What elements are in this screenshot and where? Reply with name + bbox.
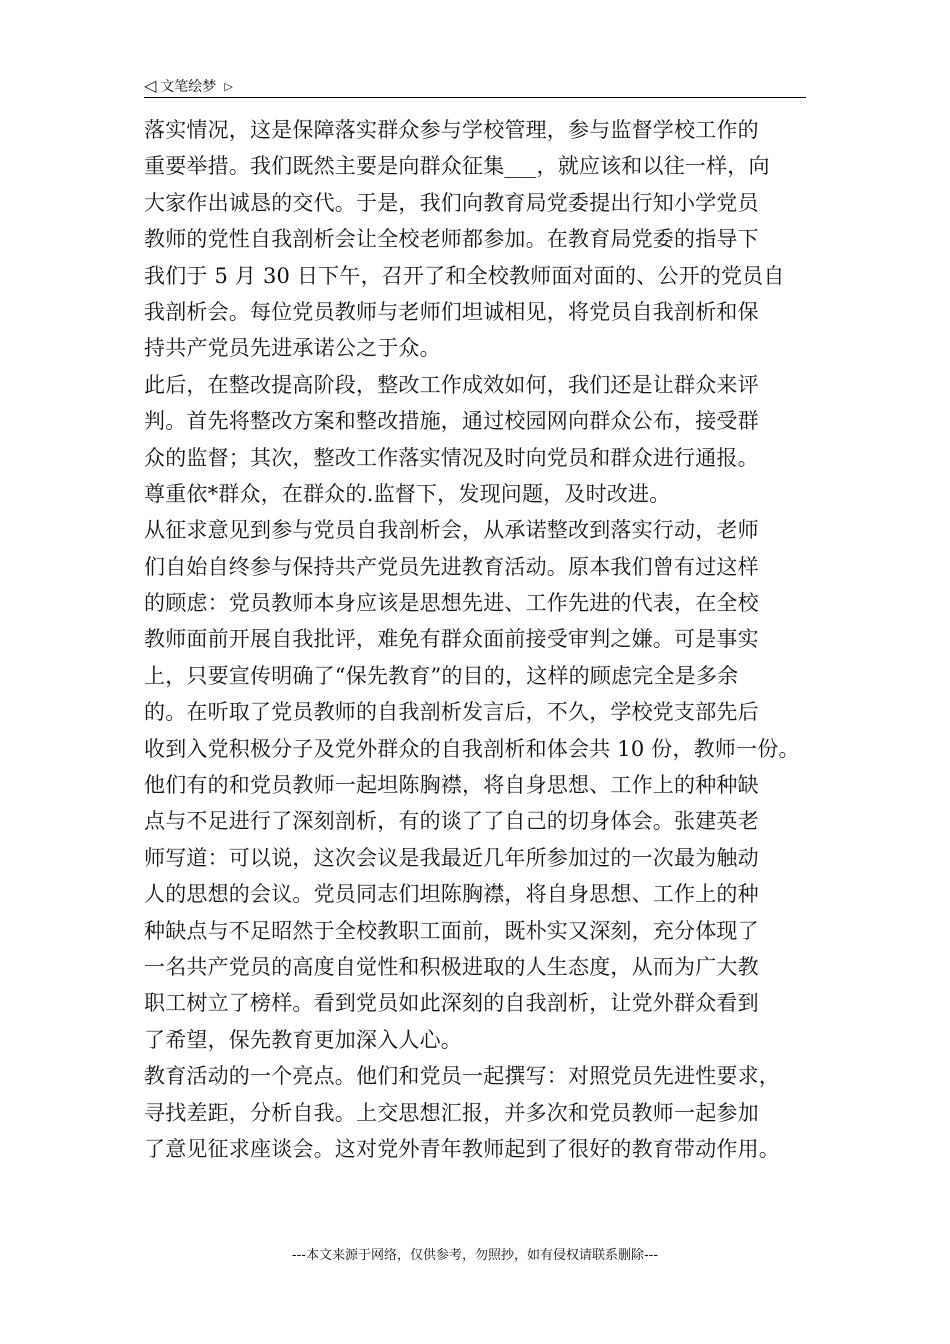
header-title: 文笔绘梦 (160, 79, 217, 95)
text-line: 师写道：可以说，这次会议是我最近几年所参加过的一次最为触动 (144, 845, 759, 870)
right-triangle-icon: ▷ (224, 79, 233, 93)
text-line: 收到入党积极分子及党外群众的自我剖析和体会共 10 份，教师一份。 (144, 736, 800, 761)
text-line: 教师面前开展自我批评，难免有群众面前接受审判之嫌。可是事实 (144, 627, 759, 652)
text-line: 点与不足进行了深刻剖析，有的谈了了自己的切身体会。张建英老 (144, 809, 759, 834)
text-line: 我剖析会。每位党员教师与老师们坦诚相见，将党员自我剖析和保 (144, 299, 759, 324)
text-line: 上，只要宣传明确了“保先教育”的目的，这样的顾虑完全是多余 (144, 663, 739, 688)
text-line: 尊重依*群众，在群众的.监督下，发现问题，及时改进。 (144, 481, 671, 506)
text-line: 判。首先将整改方案和整改措施，通过校园网向群众公布，接受群 (144, 409, 759, 434)
text-line: 众的监督；其次，整改工作落实情况及时向党员和群众进行通报。 (144, 445, 759, 470)
text-line: 们自始自终参与保持共产党员先进教育活动。原本我们曾有过这样 (144, 554, 759, 579)
text-line: 了希望，保先教育更加深入人心。 (144, 1027, 462, 1052)
text-line: 职工树立了榜样。看到党员如此深刻的自我剖析，让党外群众看到 (144, 991, 759, 1016)
text-line: 教师的党性自我剖析会让全校老师都参加。在教育局党委的指导下 (144, 227, 759, 252)
text-line: 一名共产党员的高度自觉性和积极进取的人生态度，从而为广大教 (144, 954, 759, 979)
text-line: 种缺点与不足昭然于全校教职工面前，既朴实又深刻，充分体现了 (144, 918, 759, 943)
document-body (144, 112, 810, 1167)
text-line: 我们于 5 月 30 日下午，召开了和全校教师面对面的、公开的党员自 (144, 263, 785, 288)
text-line: 的顾虑：党员教师本身应该是思想先进、工作先进的代表，在全校 (144, 591, 759, 616)
text-line: 大家作出诚恳的交代。于是，我们向教育局党委提出行知小学党员 (144, 190, 759, 215)
text-line: 教育活动的一个亮点。他们和党员一起撰写：对照党员先进性要求， (144, 1064, 780, 1089)
page-footer: ---本文来源于网络，仅供参考，勿照抄，如有侵权请联系删除--- (291, 1248, 659, 1263)
text-line: 寻找差距，分析自我。上交思想汇报，并多次和党员教师一起参加 (144, 1100, 759, 1125)
text-line: 从征求意见到参与党员自我剖析会，从承诺整改到落实行动，老师 (144, 518, 759, 543)
left-triangle-icon: ◁ (144, 76, 157, 95)
text-line: 重要举措。我们既然主要是向群众征集___，就应该和以往一样，向 (144, 154, 770, 179)
text-line: 他们有的和党员教师一起坦陈胸襟，将自身思想、工作上的种种缺 (144, 773, 759, 798)
text-line: 此后，在整改提高阶段，整改工作成效如何，我们还是让群众来评 (144, 372, 759, 397)
text-line: 的。在听取了党员教师的自我剖析发言后，不久，学校党支部先后 (144, 700, 759, 725)
text-line: 了意见征求座谈会。这对党外青年教师起到了很好的教育带动作用。 (144, 1136, 780, 1161)
page-header (144, 74, 806, 98)
text-line: 持共产党员先进承诺公之于众。 (144, 336, 441, 361)
text-line: 落实情况，这是保障落实群众参与学校管理，参与监督学校工作的 (144, 118, 759, 142)
header-divider (144, 97, 806, 98)
text-line: 人的思想的会议。党员同志们坦陈胸襟，将自身思想、工作上的种 (144, 882, 759, 907)
